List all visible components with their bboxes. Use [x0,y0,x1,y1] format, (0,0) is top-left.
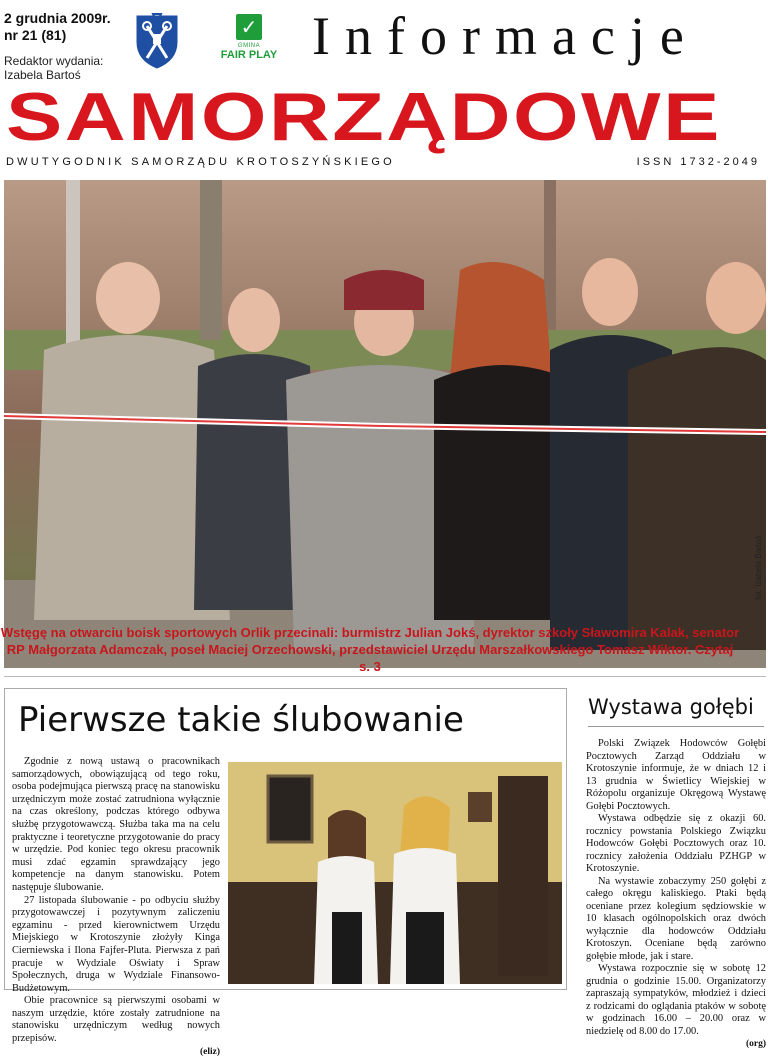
article-body [12,756,220,1058]
article-paragraph: 27 listopada ślubowanie - po odbyciu służby przygotowawczej i pozytywnym zaliczeniu egzaminu - przed kierownictwem Urzędu Miejskiego w Krotoszynie złożyły Kinga Cierniewska i Ilona Fajfer-Pluta. Pierwsza z pań pracuje w Wydziale Oświaty i Spraw Społecznych, druga w Wydziale Finansowo-Budżetowym. [12,894,220,994]
side-paragraph: Wystawa rozpocznie się w sobotę 12 grudnia o godzinie 15.00. Organizatorzy zapraszają sympatyków, młodzież i dzieci z rodzicami do oglądania ptaków w sobotę w godzinach 16.00 – 20.00 oraz w niedzielę od 8.00 do 17.00. [586,963,766,1037]
lead-photo-caption [0,624,740,675]
side-paragraph: Na wystawie zobaczymy 250 gołębi z całego okręgu kaliskiego. Ptaki będą oceniane przez kolegium sędziowskie w 10 klasach ogólnopolskich oraz dwóch wyłącznie dla hodowców Oddziału Krotoszyn. Oceniane będą zarówno gołębie młode, jak i stare. [586,875,766,962]
side-article-body [586,738,766,1051]
article-paragraph: Zgodnie z nową ustawą o pracownikach samorządowych, obowiązującą od tego roku, osoba podejmująca pierwszą pracę na stanowisku urzędniczym może zostać zatrudniona wyłącznie na czas określony, podczas którego odbywa służbę przygotowawczą. Służba taka ma na celu praktyczne i teoretyczne przygotowanie do pracy w urzędzie. Pod koniec tego okresu pracownik musi zdać egzamin sprawdzający jego kompetencje na danym stanowisku. Potem następuje ślubowanie. [12,756,220,893]
issn-number: ISSN 1732-2049 [636,156,760,168]
town-crest-logo [133,12,181,70]
editor-info [4,54,103,82]
fair-play-label: FAIR PLAY [220,49,278,61]
masthead-subtitle: DWUTYGODNIK SAMORZĄDU KROTOSZYŃSKIEGO [6,156,395,168]
issue-number: nr 21 (81) [4,27,67,43]
masthead-title-top: Informacje [312,6,699,66]
side-paragraph: Wystawa odbędzie się z okazji 60. rocznicy powstania Polskiego Związku Hodowców Gołębi Pocztowych oraz 10. rocznicy założenia Oddziału PZHGP w Krotoszynie. [586,813,766,874]
article-headline: Pierwsze takie ślubowanie [18,700,464,740]
section-divider [4,676,766,677]
fair-play-small-label: GMINA [237,43,261,49]
masthead-title-main: SAMORZĄDOWE [6,79,722,155]
fair-play-logo [214,14,284,70]
checkmark-icon: ✓ [236,14,262,40]
article-signature: (eliz) [199,1046,220,1057]
two-women-photo [228,762,562,984]
side-article-headline: Wystawa gołębi [588,695,754,719]
photo-credit: fot. Izabela Bartoś [754,535,763,600]
lead-photo [4,180,766,668]
article-paragraph: Obie pracownice są pierwszymi osobami w naszym urzędzie, które zostały zatrudnione na stanowisku urzędniczym według nowych przepisów. [12,995,220,1045]
side-paragraph: Polski Związek Hodowców Gołębi Pocztowych Zarząd Oddziału w Krotoszynie informuje, że w dniach 12 i 13 grudnia w Świetlicy Wiejskiej w Różopolu organizuje Okręgową Wystawę Gołębi Pocztowych. [586,738,766,812]
ribbon-cutting-photo [4,180,766,668]
side-article-signature: (org) [745,1039,766,1049]
editor-label: Redaktor wydania: [4,54,104,68]
oath-photo [228,762,562,984]
caption-line-2: RP Małgorzata Adamczak, poseł Maciej Orzechowski, przedstawiciel Urzędu Marszałkowskiego Tomasz Wiktor. Czytaj s. 3 [6,642,734,674]
date-line: 2 grudnia 2009r. [4,10,111,26]
caption-line-1: Wstęgę na otwarciu boisk sportowych Orlik przecinali: burmistrz Julian Jokś, dyrektor szkoły Sławomira Kalak, senator [0,625,740,640]
side-article-rule [588,726,764,727]
issue-date [4,10,111,44]
editor-name: Izabela Bartoś [4,68,81,82]
